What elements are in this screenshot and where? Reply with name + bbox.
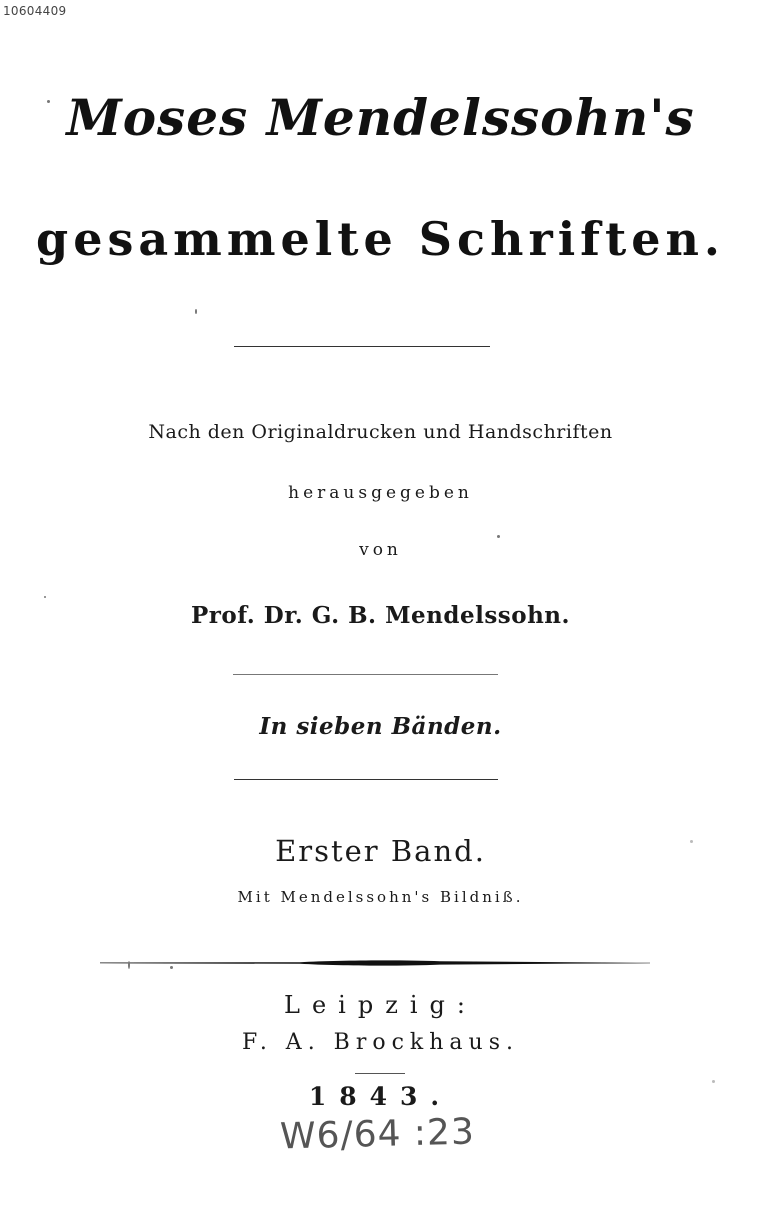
paper-speck [128, 961, 130, 969]
by-label: von [359, 540, 402, 560]
editor-name: Prof. Dr. G. B. Mendelssohn. [190, 602, 571, 629]
volume-number: Erster Band. [275, 834, 486, 868]
title-line-2: gesammelte Schriften. [36, 212, 725, 266]
catalog-id: 10604409 [3, 4, 67, 18]
paper-speck [47, 100, 50, 103]
handwritten-shelfmark: W6/64 :23 [279, 1111, 476, 1158]
divider-rule [234, 779, 498, 780]
imprint-publisher: F. A. Brockhaus. [241, 1030, 520, 1055]
portrait-note: Mit Mendelssohn's Bildniß. [237, 888, 524, 906]
divider-rule [234, 346, 490, 347]
edition-note: Nach den Originaldrucken und Handschriften [148, 421, 613, 443]
divider-rule [355, 1073, 405, 1074]
paper-speck [195, 309, 197, 314]
paper-speck [170, 966, 173, 969]
volumes-note: In sieben Bänden. [259, 713, 502, 740]
paper-speck [44, 596, 46, 598]
imprint-year: 1843. [308, 1082, 453, 1111]
paper-speck [712, 1080, 715, 1083]
paper-speck [690, 840, 693, 843]
paper-speck [497, 535, 500, 538]
imprint-place: Leipzig: [284, 991, 477, 1019]
ornamental-rule [100, 958, 650, 968]
title-line-1: Moses Mendelssohn's [66, 88, 695, 147]
divider-rule [233, 674, 498, 675]
edited-label: herausgegeben [288, 483, 473, 503]
